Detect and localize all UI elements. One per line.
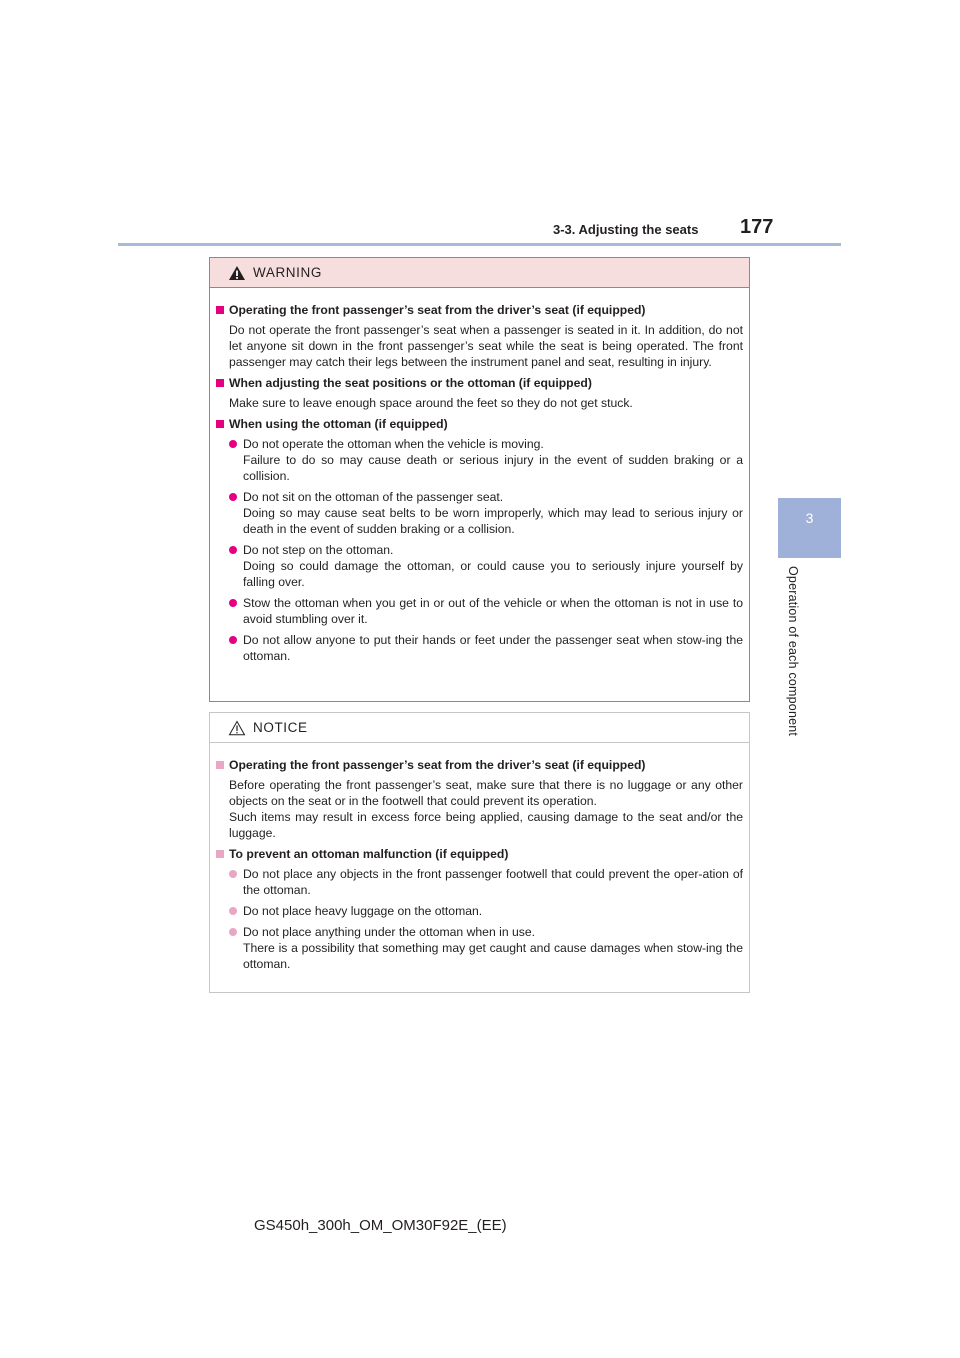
- warning-heading: Operating the front passenger’s seat from the driver’s seat (if equipped): [210, 302, 743, 318]
- section-title: 3-3. Adjusting the seats: [553, 222, 699, 237]
- warning-bullet: Do not operate the ottoman when the vehicle is moving. Failure to do so may cause death or serious injury in the event of sudden braking or a collision.: [210, 436, 743, 484]
- warning-heading: When adjusting the seat positions or the ottoman (if equipped): [210, 375, 743, 391]
- notice-heading: To prevent an ottoman malfunction (if equipped): [210, 846, 743, 862]
- notice-paragraph: Such items may result in excess force being applied, causing damage to the seat and/or the luggage.: [229, 810, 743, 840]
- round-bullet-icon: [229, 493, 237, 501]
- page-number: 177: [740, 216, 774, 238]
- warning-title: WARNING: [253, 265, 322, 280]
- warning-triangle-icon: [228, 265, 246, 281]
- warning-bullet: Do not sit on the ottoman of the passenger seat. Doing so may cause seat belts to be worn improperly, which may lead to serious injury or death in the event of sudden braking or a collision.: [210, 489, 743, 537]
- notice-paragraph: Before operating the front passenger’s seat, make sure that there is no luggage or any other objects on the seat or in the footwell that could prevent its operation.: [229, 778, 743, 808]
- notice-box: [209, 712, 750, 993]
- warning-bullet: Do not allow anyone to put their hands or feet under the passenger seat when stow-ing the ottoman.: [210, 632, 743, 664]
- notice-header: [210, 713, 749, 743]
- warning-body: [210, 288, 749, 664]
- square-bullet-icon: [216, 420, 224, 428]
- warning-bullet: Stow the ottoman when you get in or out of the vehicle or when the ottoman is not in use to avoid stumbling over it.: [210, 595, 743, 627]
- header-divider: [118, 243, 841, 246]
- round-bullet-icon: [229, 599, 237, 607]
- notice-bullet: Do not place heavy luggage on the ottoman.: [210, 903, 743, 919]
- square-bullet-icon: [216, 761, 224, 769]
- notice-body: [210, 743, 749, 972]
- round-bullet-icon: [229, 907, 237, 915]
- model-code: GS450h_300h_OM_OM30F92E_(EE): [254, 1217, 507, 1234]
- warning-bullet: Do not step on the ottoman. Doing so could damage the ottoman, or could cause you to seriously injure yourself by falling over.: [210, 542, 743, 590]
- notice-bullet: Do not place any objects in the front passenger footwell that could prevent the oper-ation of the ottoman.: [210, 866, 743, 898]
- notice-title: NOTICE: [253, 720, 308, 735]
- square-bullet-icon: [216, 306, 224, 314]
- round-bullet-icon: [229, 636, 237, 644]
- notice-heading: Operating the front passenger’s seat from the driver’s seat (if equipped): [210, 757, 743, 773]
- warning-paragraph: Make sure to leave enough space around the feet so they do not get stuck.: [229, 396, 633, 410]
- notice-bullet: Do not place anything under the ottoman when in use. There is a possibility that something may get caught and cause damages when stow-ing the ottoman.: [210, 924, 743, 972]
- warning-heading: When using the ottoman (if equipped): [210, 416, 743, 432]
- chapter-title: Operation of each component: [786, 566, 800, 737]
- warning-box: [209, 257, 750, 702]
- notice-triangle-icon: [228, 720, 246, 736]
- round-bullet-icon: [229, 870, 237, 878]
- warning-header: [210, 258, 749, 288]
- square-bullet-icon: [216, 850, 224, 858]
- chapter-number: 3: [805, 510, 814, 526]
- round-bullet-icon: [229, 546, 237, 554]
- round-bullet-icon: [229, 440, 237, 448]
- warning-paragraph: Do not operate the front passenger’s seat when a passenger is seated in it. In addition, do not let anyone sit down in the front passenger’s seat while the seat is being operated. The front passenger may catch their legs between the instrument panel and seat, resulting in injury.: [229, 323, 743, 369]
- square-bullet-icon: [216, 379, 224, 387]
- chapter-tab: [778, 498, 841, 558]
- round-bullet-icon: [229, 928, 237, 936]
